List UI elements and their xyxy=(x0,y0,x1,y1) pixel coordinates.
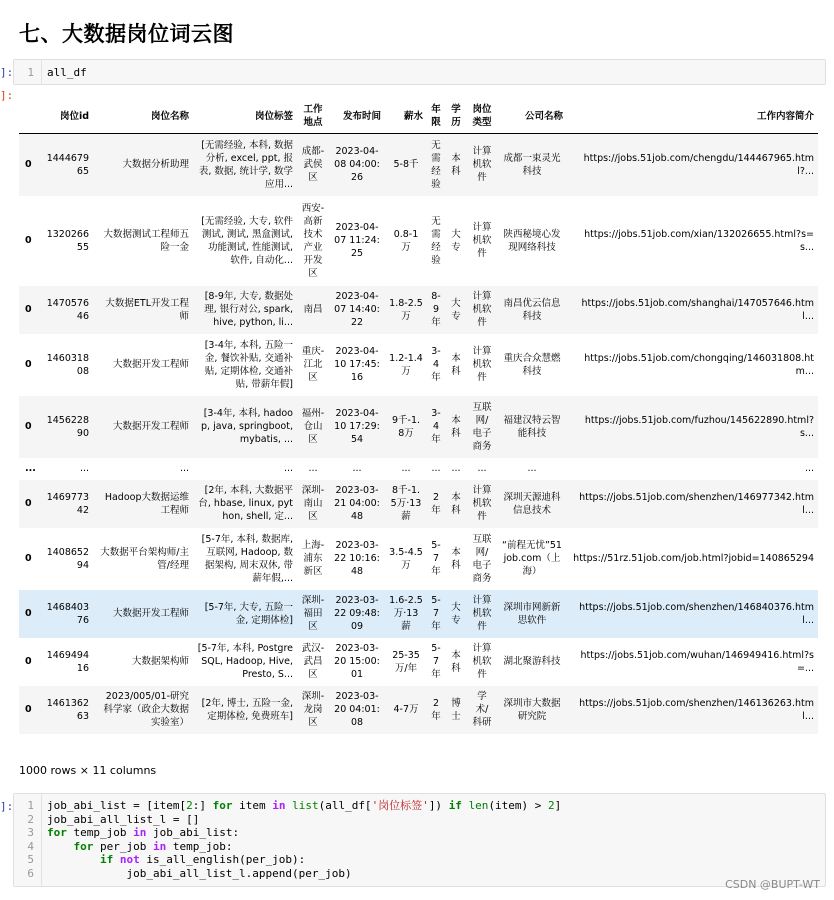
cell-name: 大数据ETL开发工程师 xyxy=(105,297,189,322)
output-prompt: ]: xyxy=(0,89,14,102)
cell-edu: ... xyxy=(451,463,461,474)
cell-tags: [5-7年, 大专, 五险一金, 定期体检] xyxy=(204,601,293,626)
cell-type: 计算机软件 xyxy=(472,643,492,680)
cell-edu: 大专 xyxy=(451,228,461,253)
cell-years: 3-4年 xyxy=(431,408,441,445)
code-line: all_df xyxy=(47,66,87,79)
cell-desc: https://jobs.51job.com/chongqing/146031808.htm... xyxy=(584,352,814,377)
code-line: for per_job in temp_job: xyxy=(73,839,233,853)
cell-id: ... xyxy=(79,463,89,474)
row-index: 0 xyxy=(25,498,32,509)
column-header: 工作内容简介 xyxy=(567,99,818,134)
table-row xyxy=(19,334,818,396)
code-editor[interactable] xyxy=(47,66,819,80)
code-line: job_abi_all_list_l.append(per_job) xyxy=(47,866,352,880)
cell-tags: [5-7年, 本科, PostgreSQL, Hadoop, Hive, Presto, S... xyxy=(197,643,293,680)
cell-company: 湖北聚游科技 xyxy=(503,656,561,667)
watermark: CSDN @BUPT-WT xyxy=(725,878,820,891)
cell-years: ... xyxy=(431,463,441,474)
row-index: ... xyxy=(25,463,36,474)
row-index: 0 xyxy=(25,421,32,432)
cell-edu: 本科 xyxy=(451,491,461,516)
cell-salary: 25-35万/年 xyxy=(392,649,420,674)
line-number-gutter xyxy=(14,794,42,886)
cell-years: 3-4年 xyxy=(431,346,441,383)
column-header: 岗位类型 xyxy=(467,99,497,134)
cell-name: ... xyxy=(179,463,189,474)
cell-salary: 9千-1.8万 xyxy=(391,414,421,439)
cell-type: 计算机软件 xyxy=(472,291,492,328)
input-prompt-2: ]: xyxy=(0,800,14,813)
cell-name: Hadoop大数据运维工程师 xyxy=(104,491,189,516)
code-line: job_abi_list = [item[2:] for item in list(all_df['岗位标签']) if len(item) > 2] xyxy=(47,799,562,812)
dataframe-shape: 1000 rows × 11 columns xyxy=(19,764,157,777)
cell-type: ... xyxy=(477,463,487,474)
table-row xyxy=(19,528,818,590)
cell-years: 5-7年 xyxy=(431,643,441,680)
code-cell-all-df[interactable] xyxy=(13,59,826,85)
row-index: 0 xyxy=(25,608,32,619)
cell-tags: [3-4年, 本科, 五险一金, 餐饮补贴, 交通补贴, 定期体检, 交通补贴, 带薪年假] xyxy=(204,339,293,390)
cell-name: 大数据分析助理 xyxy=(122,159,189,171)
code-line: for temp_job in job_abi_list: xyxy=(47,826,240,840)
cell-time: 2023-04-07 14:40:22 xyxy=(334,291,380,328)
line-number: 1 xyxy=(27,66,34,79)
cell-edu: 博士 xyxy=(451,697,461,722)
cell-salary: 3.5-4.5万 xyxy=(389,546,423,571)
cell-desc: ... xyxy=(804,463,814,474)
cell-edu: 本科 xyxy=(451,352,461,377)
row-index: 0 xyxy=(25,304,32,315)
cell-tags: [3-4年, 本科, hadoop, java, springboot, mybatis, ... xyxy=(201,408,293,445)
cell-company: 福建汉特云智能科技 xyxy=(503,414,561,439)
cell-loc: 上海-浦东新区 xyxy=(301,540,325,577)
cell-id: 146031808 xyxy=(46,352,89,377)
cell-time: 2023-03-20 04:01:08 xyxy=(334,691,380,728)
cell-company: “前程无忧”51job.com（上海） xyxy=(502,540,562,577)
cell-years: 2年 xyxy=(431,491,441,516)
row-index: 0 xyxy=(25,235,32,246)
cell-time: 2023-03-22 09:48:09 xyxy=(334,595,380,632)
cell-edu: 本科 xyxy=(451,152,461,177)
code-line: job_abi_all_list_l = [] xyxy=(47,812,200,826)
cell-company: 深圳天源迪科信息技术 xyxy=(503,491,561,516)
cell-salary: ... xyxy=(401,463,411,474)
row-index: 0 xyxy=(25,704,32,715)
cell-loc: 南昌 xyxy=(303,304,323,315)
line-number: 3 xyxy=(27,826,34,840)
cell-company: ... xyxy=(527,463,537,474)
cell-tags: ... xyxy=(283,463,293,474)
cell-type: 计算机软件 xyxy=(472,485,492,522)
cell-id: 145622890 xyxy=(46,414,89,439)
cell-years: 无需经验 xyxy=(431,215,441,266)
code-editor[interactable] xyxy=(47,799,819,881)
line-number: 1 xyxy=(27,799,34,812)
cell-salary: 1.8-2.5万 xyxy=(389,297,423,322)
cell-desc: https://jobs.51job.com/wuhan/146949416.html?s=... xyxy=(580,649,814,674)
cell-loc: 深圳-龙岗区 xyxy=(301,691,325,728)
table-row xyxy=(19,196,818,286)
row-index: 0 xyxy=(25,553,32,564)
cell-time: 2023-03-22 10:16:48 xyxy=(334,540,380,577)
table-row xyxy=(19,480,818,528)
cell-name: 大数据架构师 xyxy=(131,656,189,667)
cell-desc: https://51rz.51job.com/job.html?jobid=140865294 xyxy=(573,553,814,564)
cell-tags: [5-7年, 本科, 数据库, 互联网, Hadoop, 数据架构, 周末双休, 带薪年假,... xyxy=(201,533,293,584)
cell-id: 140865294 xyxy=(46,546,89,571)
input-prompt: ]: xyxy=(0,66,14,79)
cell-name: 大数据测试工程师五险一金 xyxy=(103,228,189,253)
cell-tags: [8-9年, 大专, 数据处理, 银行对公, spark, hive, python, li... xyxy=(204,291,293,328)
cell-id: 146840376 xyxy=(46,601,89,626)
column-header: 年限 xyxy=(427,99,445,134)
column-header: 发布时间 xyxy=(329,99,385,134)
cell-time: 2023-04-10 17:45:16 xyxy=(334,346,380,383)
cell-name: 2023/005/01-研究科学家（政企大数据实验室） xyxy=(103,691,189,728)
table-row xyxy=(19,134,818,196)
cell-salary: 8千-1.5万·13薪 xyxy=(390,485,422,522)
line-number: 5 xyxy=(27,853,34,867)
cell-time: 2023-04-08 04:00:26 xyxy=(334,146,380,184)
cell-edu: 本科 xyxy=(451,649,461,674)
row-index: 0 xyxy=(25,359,32,370)
cell-years: 8-9年 xyxy=(431,291,441,328)
table-row xyxy=(19,590,818,638)
ellipsis-row xyxy=(19,458,818,480)
code-line: if not is_all_english(per_job): xyxy=(99,853,306,867)
table-row xyxy=(19,638,818,686)
cell-years: 无需经验 xyxy=(431,139,441,190)
cell-desc: https://jobs.51job.com/chengdu/144467965.html?... xyxy=(583,152,814,177)
cell-company: 重庆合众慧燃科技 xyxy=(503,352,561,377)
cell-desc: https://jobs.51job.com/xian/132026655.html?s=s... xyxy=(584,228,814,253)
cell-type: 计算机软件 xyxy=(472,222,492,259)
cell-desc: https://jobs.51job.com/shanghai/147057646.html... xyxy=(581,297,814,322)
cell-desc: https://jobs.51job.com/shenzhen/146840376.html... xyxy=(579,601,814,626)
cell-desc: https://jobs.51job.com/fuzhou/145622890.html?s... xyxy=(584,414,814,439)
cell-edu: 大专 xyxy=(451,297,461,322)
cell-time: ... xyxy=(352,463,362,474)
cell-years: 5-7年 xyxy=(431,540,441,577)
line-number-gutter xyxy=(14,60,42,84)
cell-name: 大数据开发工程师 xyxy=(112,359,189,370)
table-header-row xyxy=(19,99,818,134)
table-row xyxy=(19,396,818,458)
cell-tags: [2年, 本科, 大数据平台, hbase, linux, python, shell, 定... xyxy=(198,485,293,522)
cell-time: 2023-04-07 11:24:25 xyxy=(334,222,380,259)
line-number: 4 xyxy=(27,839,34,853)
cell-company: 深圳市网新新思软件 xyxy=(503,601,561,626)
cell-type: 互联网/电子商务 xyxy=(472,533,492,584)
cell-company: 陕西秘境心发现网络科技 xyxy=(503,228,561,253)
column-header: 岗位id xyxy=(37,99,93,134)
column-header: 岗位标签 xyxy=(193,99,297,134)
cell-years: 2年 xyxy=(431,697,441,722)
cell-salary: 1.2-1.4万 xyxy=(389,352,423,377)
cell-loc: 武汉-武昌区 xyxy=(301,643,325,680)
cell-edu: 大专 xyxy=(451,601,461,626)
cell-desc: https://jobs.51job.com/shenzhen/146136263.html... xyxy=(579,697,814,722)
column-header: 公司名称 xyxy=(497,99,567,134)
table-row xyxy=(19,686,818,734)
cell-salary: 1.6-2.5万·13薪 xyxy=(389,595,423,632)
cell-tags: [无需经验, 本科, 数据分析, excel, ppt, 报表, 数据, 统计学, 数学应用... xyxy=(198,139,293,190)
cell-salary: 0.8-1万 xyxy=(393,228,419,253)
table-row xyxy=(19,286,818,334)
cell-loc: 深圳-福田区 xyxy=(301,595,325,632)
cell-id: 146977342 xyxy=(46,491,89,516)
line-number: 6 xyxy=(27,866,34,880)
cell-desc: https://jobs.51job.com/shenzhen/146977342.html... xyxy=(579,491,814,516)
section-heading: 七、大数据岗位词云图 xyxy=(19,22,234,46)
cell-company: 南昌优云信息科技 xyxy=(503,297,561,322)
cell-company: 深圳市大数据研究院 xyxy=(503,697,561,722)
cell-salary: 4-7万 xyxy=(393,704,419,715)
cell-type: 计算机软件 xyxy=(472,146,492,184)
column-header: 工作地点 xyxy=(297,99,329,134)
cell-loc: 深圳-南山区 xyxy=(301,485,325,522)
line-number: 2 xyxy=(27,812,34,826)
column-header: 学历 xyxy=(445,99,467,134)
cell-years: 5-7年 xyxy=(431,595,441,632)
cell-loc: 成都-武侯区 xyxy=(301,146,325,184)
cell-time: 2023-04-10 17:29:54 xyxy=(334,408,380,445)
cell-time: 2023-03-20 15:00:01 xyxy=(334,643,380,680)
cell-time: 2023-03-21 04:00:48 xyxy=(334,485,380,522)
cell-id: 146136263 xyxy=(46,697,89,722)
cell-name: 大数据开发工程师 xyxy=(112,608,189,619)
cell-company: 成都一束灵光科技 xyxy=(503,152,561,177)
column-header xyxy=(19,99,37,134)
cell-type: 计算机软件 xyxy=(472,595,492,632)
column-header: 薪水 xyxy=(385,99,427,134)
cell-edu: 本科 xyxy=(451,414,461,439)
cell-id: 147057646 xyxy=(46,297,89,322)
code-cell-job-abi[interactable] xyxy=(13,793,826,887)
cell-tags: [2年, 博士, 五险一金, 定期体检, 免费班车] xyxy=(201,697,293,722)
cell-id: 144467965 xyxy=(46,152,89,177)
cell-type: 学术/科研 xyxy=(472,691,492,728)
cell-loc: 西安-高新技术产业开发区 xyxy=(301,202,325,279)
column-header: 岗位名称 xyxy=(93,99,193,134)
cell-type: 计算机软件 xyxy=(472,346,492,383)
cell-type: 互联网/电子商务 xyxy=(472,401,492,452)
dataframe-table xyxy=(19,99,818,734)
cell-salary: 5-8千 xyxy=(393,159,419,171)
cell-name: 大数据平台架构师/主管/经理 xyxy=(100,546,189,571)
cell-loc: 福州-仓山区 xyxy=(301,408,325,445)
cell-id: 146949416 xyxy=(46,649,89,674)
cell-id: 132026655 xyxy=(46,228,89,253)
cell-edu: 本科 xyxy=(451,546,461,571)
cell-tags: [无需经验, 大专, 软件测试, 测试, 黑盒测试, 功能测试, 性能测试, 软件, 自动化... xyxy=(201,215,293,266)
cell-loc: 重庆-江北区 xyxy=(301,346,325,383)
row-index: 0 xyxy=(25,656,32,667)
row-index: 0 xyxy=(25,159,32,171)
cell-loc: ... xyxy=(308,463,318,474)
cell-name: 大数据开发工程师 xyxy=(112,421,189,432)
